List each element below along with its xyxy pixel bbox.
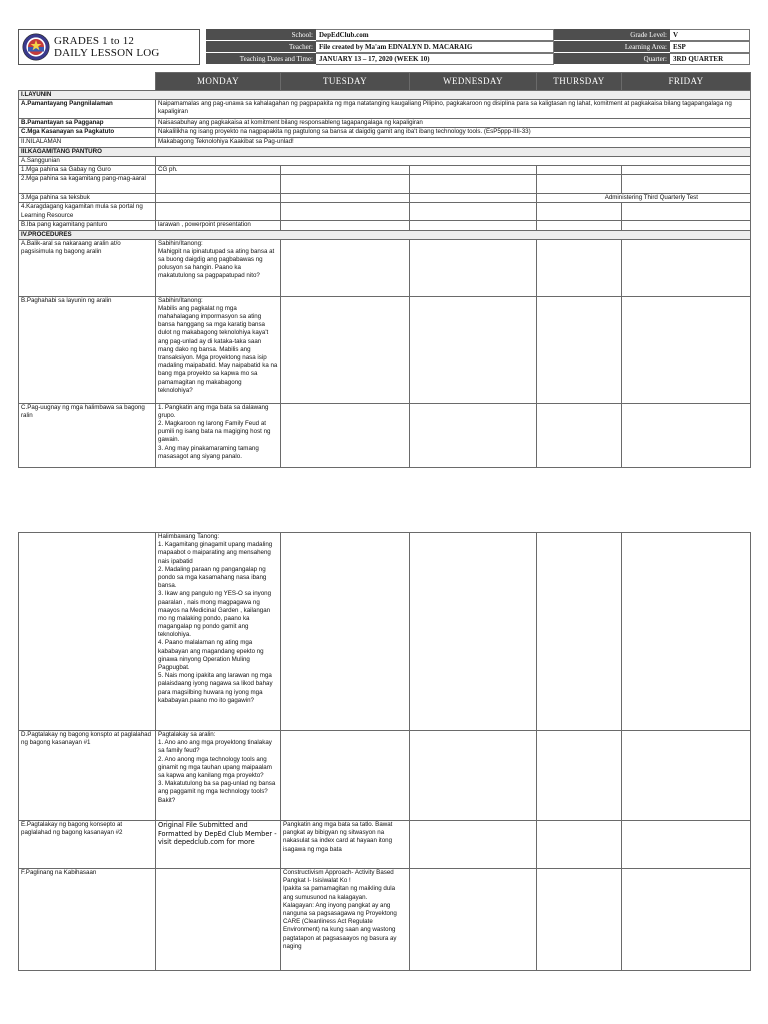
row-label-paghahabi: B.Paghahabi sa layunin ng aralin	[19, 296, 156, 403]
row-value-pamantayang: Naipamamalas ang pag-unawa sa kahalagahan ng pagpapakita ng mga natatanging kaugaliang Pilipino, pagkakaroon ng disiplina para sa kaligtasan ng lahat, komitment at pagkakaisa bilang tagapangalaga ng kapaligiran	[156, 100, 751, 119]
row-label-iba: B.Iba pang kagamitang panturo	[19, 221, 156, 230]
row-value-balik-monday: Sabihin/Itanong: Mahigpit na ipinatutupad sa ating bansa at sa buong daigdig ang pagbabawas ng polusyon sa hangin. Paano ka makatutulong sa pagpapatupad nito?	[156, 239, 281, 296]
school-label: School:	[206, 29, 316, 41]
row-label-balik: A.Balik-aral sa nakaraang aralin at/o pagsisimula ng bagong aralin	[19, 239, 156, 296]
cell	[156, 203, 281, 221]
area-value: ESP	[670, 41, 750, 53]
grade-label: Grade Level:	[554, 29, 670, 41]
cell	[281, 203, 410, 221]
row-label-pagganap: B.Pamantayan sa Pagganap	[19, 119, 156, 128]
cell	[622, 869, 751, 971]
row-label-pamantayang: A.Pamantayang Pangnilalaman	[19, 100, 156, 119]
cell	[537, 175, 622, 194]
cell	[281, 296, 410, 403]
dates-value: JANUARY 13 – 17, 2020 (WEEK 10)	[316, 53, 554, 65]
cell	[537, 165, 622, 174]
day-header-tuesday: TUESDAY	[281, 73, 410, 91]
cell	[281, 221, 410, 230]
row-value-iba-monday: larawan , powerpoint presentation	[156, 221, 281, 230]
cell	[410, 869, 537, 971]
row-label-pagtalakay1: D.Pagtalakay ng bagong konspto at paglalahad ng bagong kasanayan #1	[19, 731, 156, 821]
cell	[410, 821, 537, 869]
row-label-teksbuk: 3.Mga pahina sa teksbuk	[19, 194, 156, 203]
cell	[537, 731, 622, 821]
cell	[622, 221, 751, 230]
row-value-pagganap: Naisasabuhay ang pagkakaisa at komitment bilang responsableng tagapangalaga ng kapaligiran	[156, 119, 751, 128]
day-header-friday: FRIDAY	[622, 73, 751, 91]
cell	[537, 221, 622, 230]
cell	[622, 239, 751, 296]
cell	[281, 239, 410, 296]
logo-line2: DAILY LESSON LOG	[54, 47, 160, 59]
row-empty-sanggunian	[156, 156, 751, 165]
cell	[622, 165, 751, 174]
cell	[537, 403, 622, 467]
logo-line1: GRADES 1 to 12	[54, 35, 135, 47]
cell	[537, 869, 622, 971]
cell	[156, 194, 281, 203]
cell	[410, 296, 537, 403]
cell	[622, 296, 751, 403]
school-value: DepEdClub.com	[316, 29, 554, 41]
cell	[410, 203, 537, 221]
cell	[410, 403, 537, 467]
logo-box	[18, 29, 200, 65]
logo-title	[54, 35, 160, 59]
cell	[410, 194, 537, 203]
lesson-table-top	[18, 72, 751, 468]
row-value-pagtalakay2-tuesday: Pangkatin ang mga bata sa tatlo. Bawat pangkat ay bibigyan ng sitwasyon na nakasulat sa index card at hayaan itong isagawa ng mga bata	[281, 821, 410, 869]
cell	[156, 175, 281, 194]
day-header-thursday: THURSDAY	[537, 73, 622, 91]
row-value-pagugnay-monday: 1. Pangkatin ang mga bata sa dalawang grupo. 2. Magkaroon ng larong Family Feud at pumili ng isang bata na magiging host ng gawain. 3. Ang may pinakamaraming tamang masasagot ang siyang panalo.	[156, 403, 281, 467]
section-kagamitan: III.KAGAMITANG PANTURO	[19, 147, 751, 156]
row-label-nilalaman: II.NILALAMAN	[19, 138, 156, 147]
day-header-wednesday: WEDNESDAY	[410, 73, 537, 91]
row-value-gabay-monday: CG ph.	[156, 165, 281, 174]
section-layunin: I.LAYUNIN	[19, 91, 751, 100]
row-value-paglinang-tuesday: Constructivism Approach- Activity Based Pangkat I- Isisiwalat Ko ! Ipakita sa pamamagitan ng maikling dula ang sumusunod na kalagayan. Kalagayan: Ang inyong pangkat ay ang nanguna sa pagsasagawa ng Proyektong CARE (Cleanliness Act Regulate Environment) na kung saan ang wastong pagtatapon at pagsasaayos ng basura ay naging	[281, 869, 410, 971]
cell	[537, 296, 622, 403]
row-label-pagugnay: C.Pag-uugnay ng mga halimbawa sa bagong ralin	[19, 403, 156, 467]
row-label-paglinang: F.Paglinang na Kabihasaan	[19, 869, 156, 971]
cell	[622, 403, 751, 467]
cell	[410, 731, 537, 821]
cell	[281, 165, 410, 174]
cell	[410, 221, 537, 230]
area-label: Learning Area:	[554, 41, 670, 53]
header-info-grid	[206, 29, 750, 65]
row-value-paghahabi-monday: Sabihin/Itanong: Mabilis ang pagkalat ng mga mahahalagang impormasyon sa ating bansa hanggang sa mga karatig bansa dulot ng makabagong teknolohiya kaya't ang pag-unlad ay di kataka-taka saan mang dako ng bansa. Mabilis ang transaksiyon. Mga proyektong nasa isip madaling maipabatid. May naipabatid ka na bang mga proyekto sa kapwa mo sa pamamagitan ng makabagong teknolohiya?	[156, 296, 281, 403]
cell	[410, 165, 537, 174]
cell	[622, 731, 751, 821]
row-value-nilalaman: Makabagong Teknolohiya Kaakibat sa Pag-unlad!	[156, 138, 751, 147]
row-label-kagamitang: 2.Mga pahina sa kagamitang pang-mag-aaral	[19, 175, 156, 194]
row-label-sanggunian: A.Sanggunian	[19, 156, 156, 165]
teacher-label: Teacher:	[206, 41, 316, 53]
cell	[410, 239, 537, 296]
cell	[281, 194, 410, 203]
dates-label: Teaching Dates and Time:	[206, 53, 316, 65]
teacher-value: File created by Ma'am EDNALYN D. MACARAIG	[316, 41, 554, 53]
lesson-log-header	[18, 29, 750, 65]
row-label-kasanayan: C.Mga Kasanayan sa Pagkatuto	[19, 128, 156, 138]
quarter-value: 3RD QUARTER	[670, 53, 750, 65]
row-label-halimbawa	[19, 533, 156, 731]
row-value-pagtalakay1-monday: Pagtalakay sa aralin: 1. Ano ano ang mga proyektong tinalakay sa family feud? 2. Ano anong mga technology tools ang ginamit ng mga tauhan upang maipaalam sa kapwa ang kanilang mga proyekto? 3. Makatutulong ba sa pag-unlad ng bansa ang paggamit ng mga technology tools? Bakit?	[156, 731, 281, 821]
cell	[410, 175, 537, 194]
deped-seal-icon	[22, 33, 50, 61]
cell	[410, 533, 537, 731]
day-header-monday: MONDAY	[156, 73, 281, 91]
cell	[537, 203, 622, 221]
cell	[281, 731, 410, 821]
cell	[537, 821, 622, 869]
thursday-test-note: Administering Third Quarterly Test	[537, 194, 751, 203]
cell	[622, 821, 751, 869]
section-procedures: IV.PROCEDURES	[19, 230, 751, 239]
cell	[622, 533, 751, 731]
row-label-gabay: 1.Mga pahina sa Gabay ng Guro	[19, 165, 156, 174]
lesson-table-bottom	[18, 532, 751, 971]
cell	[622, 175, 751, 194]
quarter-label: Quarter:	[554, 53, 670, 65]
cell	[622, 203, 751, 221]
cell	[156, 869, 281, 971]
row-value-kasanayan: Nakalilikha ng isang proyekto na nagpapakita ng pagtulong sa bansa at daigdig gamit ang iba't ibang technology tools. (EsP5ppp-IIIi-33)	[156, 128, 751, 138]
row-value-halimbawa-monday: Halimbawang Tanong: 1. Kagamitang ginagamit upang madaling mapaabot o maiparating ang mensaheng nais ipabatid 2. Madaling paraan ng pangangalap ng pondo sa mga kasamahang nasa ibang bansa. 3. Ikaw ang pangulo ng YES-O sa inyong paaralan , nais mong magpagawa ng maayos na Medicinal Garden , kailangan mo ng malaking pondo, paano ka magangalap ng pondo gamit ang teknolohiya. 4. Paano malalaman ng ating mga kababayan ang magandang epekto ng ginawa ninyong Operation Muling Pagpugbat. 5. Nais mong ipakita ang larawan ng mga palaisdaang iyong nagawa sa likod bahay para magsilbing huwara ng iyong mga kababayan.paano mo ito gagawin?	[156, 533, 281, 731]
row-label-portal: 4.Karagdagang kagamitan mula sa portal ng Learning Resource	[19, 203, 156, 221]
cell	[537, 239, 622, 296]
cell	[281, 175, 410, 194]
cell	[537, 533, 622, 731]
corner-cell	[19, 73, 156, 91]
row-label-pagtalakay2: E.Pagtalakay ng bagong konsepto at paglalahad ng bagong kasanayan #2	[19, 821, 156, 869]
depedclub-note: Original File Submitted and Formatted by DepEd Club Member - visit depedclub.com for more	[156, 821, 281, 869]
cell	[281, 533, 410, 731]
grade-value: V	[670, 29, 750, 41]
cell	[281, 403, 410, 467]
